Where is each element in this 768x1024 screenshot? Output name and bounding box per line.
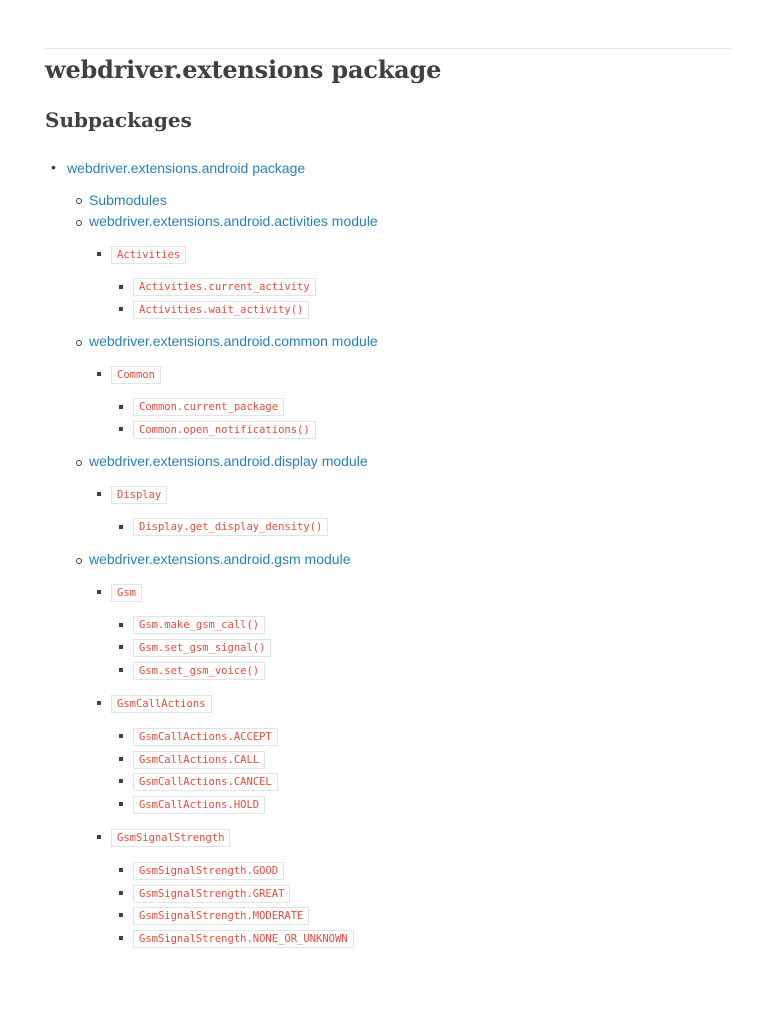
code-literal: GsmCallActions.HOLD xyxy=(133,796,265,814)
link-activities-module[interactable]: webdriver.extensions.android.activities module xyxy=(89,213,378,229)
member-link[interactable] xyxy=(133,277,316,294)
member-link[interactable] xyxy=(133,638,271,655)
class-link-gsmsignalstrength[interactable] xyxy=(111,828,230,845)
code-literal: GsmCallActions xyxy=(111,695,212,713)
member-link[interactable] xyxy=(133,615,265,632)
member-link[interactable] xyxy=(133,661,265,678)
code-literal: GsmSignalStrength.MODERATE xyxy=(133,907,309,925)
code-literal: GsmSignalStrength xyxy=(111,829,230,847)
code-literal: Activities.current_activity xyxy=(133,278,316,296)
square-bullet xyxy=(119,757,123,761)
square-bullet xyxy=(119,868,123,872)
class-link-gsm[interactable] xyxy=(111,583,142,600)
code-literal: GsmSignalStrength.GOOD xyxy=(133,862,284,880)
header-divider xyxy=(45,48,731,49)
code-literal: Gsm.set_gsm_signal() xyxy=(133,639,271,657)
square-bullet xyxy=(119,285,123,289)
square-bullet xyxy=(119,779,123,783)
disc-bullet xyxy=(51,160,56,175)
member-link[interactable] xyxy=(133,929,354,946)
square-bullet xyxy=(119,802,123,806)
code-literal: Activities.wait_activity() xyxy=(133,301,309,319)
square-bullet xyxy=(119,645,123,649)
class-link-activities[interactable] xyxy=(111,245,186,262)
square-bullet xyxy=(97,835,101,839)
square-bullet xyxy=(97,590,101,594)
code-literal: Gsm xyxy=(111,584,142,602)
section-heading-subpackages: Subpackages xyxy=(45,108,192,132)
class-link-common[interactable] xyxy=(111,365,161,382)
square-bullet xyxy=(119,668,123,672)
circle-bullet xyxy=(76,220,82,226)
code-literal: GsmCallActions.CANCEL xyxy=(133,773,278,791)
member-link[interactable] xyxy=(133,795,265,812)
member-link[interactable] xyxy=(133,420,316,437)
square-bullet xyxy=(97,252,101,256)
link-submodules[interactable]: Submodules xyxy=(89,192,167,208)
code-literal: Display.get_display_density() xyxy=(133,518,328,536)
member-link[interactable] xyxy=(133,906,309,923)
code-literal: Common.current_package xyxy=(133,398,284,416)
link-gsm-module[interactable]: webdriver.extensions.android.gsm module xyxy=(89,551,351,567)
square-bullet xyxy=(119,891,123,895)
square-bullet xyxy=(119,734,123,738)
member-link[interactable] xyxy=(133,884,290,901)
code-literal: GsmCallActions.ACCEPT xyxy=(133,728,278,746)
square-bullet xyxy=(119,405,123,409)
member-link[interactable] xyxy=(133,861,284,878)
code-literal: GsmCallActions.CALL xyxy=(133,751,265,769)
square-bullet xyxy=(119,913,123,917)
square-bullet xyxy=(119,307,123,311)
class-link-gsmcallactions[interactable] xyxy=(111,694,212,711)
class-link-display[interactable] xyxy=(111,485,167,502)
member-link[interactable] xyxy=(133,750,265,767)
link-common-module[interactable]: webdriver.extensions.android.common module xyxy=(89,333,378,349)
square-bullet xyxy=(97,372,101,376)
square-bullet xyxy=(97,701,101,705)
member-link[interactable] xyxy=(133,397,284,414)
code-literal: Gsm.set_gsm_voice() xyxy=(133,662,265,680)
code-literal: Common xyxy=(111,366,161,384)
code-literal: Common.open_notifications() xyxy=(133,421,316,439)
square-bullet xyxy=(119,623,123,627)
member-link[interactable] xyxy=(133,517,328,534)
link-android-package[interactable]: webdriver.extensions.android package xyxy=(67,160,306,176)
circle-bullet xyxy=(76,340,82,346)
page-title: webdriver.extensions package xyxy=(45,55,442,84)
square-bullet xyxy=(119,525,123,529)
circle-bullet xyxy=(76,460,82,466)
circle-bullet xyxy=(76,558,82,564)
member-link[interactable] xyxy=(133,727,278,744)
code-literal: GsmSignalStrength.NONE_OR_UNKNOWN xyxy=(133,930,354,948)
square-bullet xyxy=(97,492,101,496)
member-link[interactable] xyxy=(133,300,309,317)
square-bullet xyxy=(119,427,123,431)
code-literal: GsmSignalStrength.GREAT xyxy=(133,885,290,903)
member-link[interactable] xyxy=(133,772,278,789)
square-bullet xyxy=(119,936,123,940)
link-display-module[interactable]: webdriver.extensions.android.display module xyxy=(89,453,368,469)
circle-bullet xyxy=(76,198,82,204)
code-literal: Gsm.make_gsm_call() xyxy=(133,616,265,634)
code-literal: Display xyxy=(111,486,167,504)
code-literal: Activities xyxy=(111,246,186,264)
